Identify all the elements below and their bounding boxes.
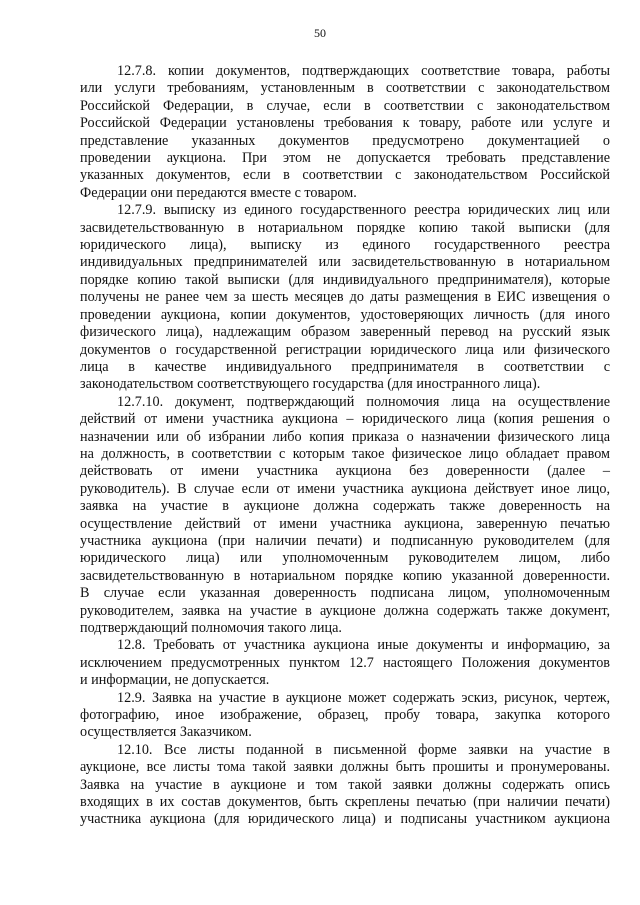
text-line: лица в качестве индивидуального предпринимателя в соответствии с: [80, 358, 610, 375]
text-line: юридического лица), выписку из единого государственного реестра: [80, 237, 610, 254]
text-line: 12.8. Требовать от участника аукциона иные документы и информацию, за: [117, 637, 610, 654]
text-line: засвидетельствованную в нотариальном порядке копию такой выписки (для: [80, 219, 610, 236]
text-line: Заявка на участие в аукционе и том такой заявки должны содержать опись: [80, 776, 610, 793]
text-line: действовать от имени участника аукциона без доверенности (далее –: [80, 463, 610, 480]
text-line: Федерации они передаются вместе с товаром.: [80, 184, 357, 201]
paragraph-12-7-10: [80, 394, 610, 638]
text-line: индивидуальных предпринимателей или засвидетельствованную в нотариальном: [80, 254, 610, 271]
text-line: порядке копию такой выписки (для индивидуального предпринимателя), которые: [80, 271, 610, 288]
text-line: осуществление действий от имени участника аукциона, заверенную печатью: [80, 515, 610, 532]
text-line: Российской Федерации, в случае, если в соответствии с законодательством: [80, 97, 610, 114]
text-line: подтверждающий полномочия такого лица.: [80, 620, 342, 636]
text-line: Российской Федерации установлены требования к товару, работе или услуге и: [80, 115, 610, 132]
paragraph-12-8: [80, 637, 610, 689]
text-line: 12.7.10. документ, подтверждающий полномочия лица на осуществление: [117, 393, 610, 410]
text-line: физического лица), надлежащим образом заверенный перевод на русский язык: [80, 324, 610, 341]
text-line: законодательством соответствующего государства (для иностранного лица).: [80, 376, 541, 393]
paragraph-12-9: [80, 690, 610, 742]
text-line: исключением предусмотренных пунктом 12.7 настоящего Положения документов: [80, 654, 610, 671]
paragraph-12-10: [80, 742, 610, 829]
text-line: на должность, в соответствии с которым такое физическое лицо обладает правом: [80, 445, 610, 462]
text-line: юридического лица) или уполномоченным руководителем лицом, либо: [80, 550, 610, 567]
text-line: документов о государственной регистрации юридического лица или физического: [80, 341, 610, 358]
text-line: действий от имени участника аукциона – юридического лица (копия решения о: [80, 411, 610, 428]
document-body: [80, 63, 610, 829]
text-line: руководитель). В случае если от имени участника аукциона действует иное лицо,: [80, 480, 610, 497]
text-line: В случае если указанная доверенность подписана лицом, уполномоченным: [80, 585, 610, 602]
text-line: 12.7.9. выписку из единого государственного реестра юридических лиц или: [117, 202, 610, 219]
text-line: 12.10. Все листы поданной в письменной форме заявки на участие в: [117, 741, 610, 758]
text-line: засвидетельствованную в нотариальном порядке копию указанной доверенности.: [80, 567, 610, 584]
text-line: 12.9. Заявка на участие в аукционе может содержать эскиз, рисунок, чертеж,: [117, 689, 610, 706]
text-line: назначении или об избрании либо копия приказа о назначении физического лица: [80, 428, 610, 445]
text-line: получены не ранее чем за шесть месяцев до даты размещения в ЕИС извещения о: [80, 289, 610, 306]
text-line: проведении аукциона, копии документов, удостоверяющих личность (для иного: [80, 306, 610, 323]
page-number: 50: [314, 26, 326, 40]
text-line: фотографию, иное изображение, образец, пробу товара, закупка которого: [80, 707, 610, 724]
text-line: проведении аукциона. При этом не допускается требовать представление: [80, 150, 610, 167]
text-line: осуществляется Заказчиком.: [80, 724, 252, 741]
text-line: участника аукциона (для юридического лица) и подписаны участником аукциона: [80, 811, 610, 828]
text-line: или услуги требованиям, установленным в соответствии с законодательством: [80, 80, 610, 97]
text-line: и информации, не допускается.: [80, 672, 270, 689]
text-line: входящих в их состав документов, быть скреплены печатью (при наличии печати): [80, 794, 610, 811]
text-line: указанных документов, если в соответствии с законодательством Российской: [80, 167, 610, 184]
paragraph-12-7-8: [80, 63, 610, 202]
text-line: участника аукциона (при наличии печати) и подписанную руководителем (для: [80, 532, 610, 549]
text-line: аукционе, все листы тома такой заявки должны быть прошиты и пронумерованы.: [80, 759, 610, 776]
text-line: представление указанных документов предусмотрено документацией о: [80, 132, 610, 149]
text-line: руководителем, заявка на участие в аукционе должна содержать также документ,: [80, 602, 610, 619]
text-line: заявка на участие в аукционе должна содержать также доверенность на: [80, 498, 610, 515]
paragraph-12-7-9: [80, 202, 610, 393]
text-line: 12.7.8. копии документов, подтверждающих соответствие товара, работы: [117, 63, 610, 79]
